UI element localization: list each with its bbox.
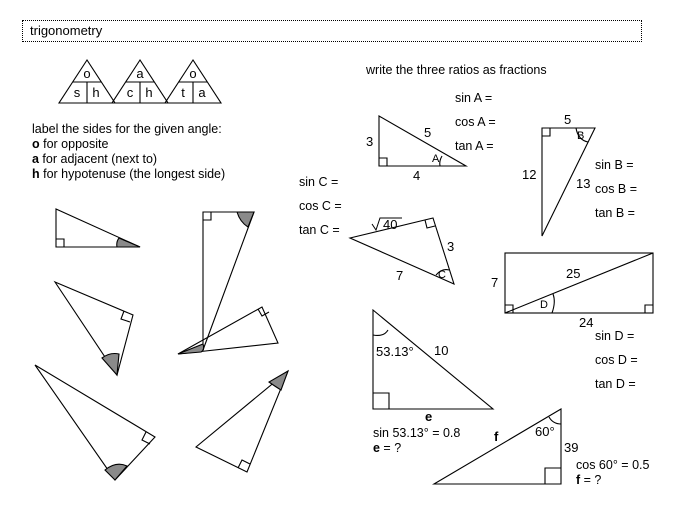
prompts-a [455,86,496,158]
instruction-text: for opposite [39,137,109,151]
angle-label: 60° [535,424,555,439]
label-left: 12 [522,167,537,182]
label-hyp: 13 [576,176,591,191]
instruction-key: o [32,137,40,151]
mnemonic-left: c [126,85,134,100]
mnemonic-right: a [198,85,206,100]
label-base: 4 [413,168,421,183]
mnemonic-left: s [73,85,81,100]
label-hyp: 5 [424,125,432,140]
mnemonic-toa [165,60,221,103]
prompt-cos-b: cos B = [595,182,638,196]
instruction-line [32,167,225,182]
label-vertical: 3 [366,134,374,149]
prompt-tan-d: tan D = [595,377,636,391]
practice-triangle-5 [35,365,155,480]
practice-triangle-2 [203,212,254,350]
practice-triangle-3 [55,282,133,375]
instructions [32,122,225,182]
find-e-rest: = ? [379,441,402,455]
label-bottom: 24 [579,315,594,330]
mnemonic-right: h [92,85,100,100]
prompt-tan-a: tan A = [455,139,494,153]
prompt-cos-c: cos C = [299,199,342,213]
label-hyp: f [494,429,499,444]
angle-a: A [432,153,440,165]
mnemonic-top: a [136,66,144,81]
mnemonic-left: t [181,85,185,100]
angle-label: 53.13° [376,344,414,359]
instruction-key: a [32,152,39,166]
instruction-line [32,152,225,167]
label-top: 5 [564,112,572,127]
prompt-sin-c: sin C = [299,175,339,189]
label-base: e [425,409,433,424]
label-bottom: 7 [396,268,404,283]
ratios-title: write the three ratios as fractions [366,63,547,77]
given-e-equation: sin 53.13° = 0.8 [373,426,461,440]
find-e [373,441,460,456]
find-e-var: e [373,441,380,455]
mnemonic-soh [59,60,115,103]
prompts-b [595,153,637,225]
instruction-key: h [32,167,40,181]
instruction-text: for hypotenuse (the longest side) [39,167,226,181]
find-f-var: f [576,473,581,487]
practice-triangle-4 [178,307,278,354]
triangle-c [350,217,454,284]
page-title: trigonometry [30,23,103,38]
mnemonic-cah [112,60,168,103]
prompt-sin-a: sin A = [455,91,493,105]
prompt-tan-b: tan B = [595,206,635,220]
label-left: 7 [491,275,499,290]
label-hyp: 10 [434,343,449,358]
label-root: 40 [383,217,398,232]
triangle-a [366,116,466,183]
angle-c: C [438,269,446,281]
given-e [373,426,460,456]
find-f [576,473,649,488]
mnemonic-top: o [83,66,91,81]
prompt-sin-b: sin B = [595,158,634,172]
practice-triangle-6 [196,371,288,472]
prompts-c [299,170,342,242]
mnemonic-top: o [189,66,197,81]
label-vertical: 39 [564,440,579,455]
prompt-tan-c: tan C = [299,223,340,237]
find-f-rest: = ? [580,473,602,487]
prompt-cos-a: cos A = [455,115,496,129]
given-f [576,458,649,488]
angle-b: B [577,130,585,142]
instruction-line [32,137,225,152]
instruction-text: for adjacent (next to) [38,152,158,166]
given-f-equation: cos 60° = 0.5 [576,458,650,472]
practice-triangle-1 [56,209,140,247]
angle-d: D [540,299,548,311]
triangle-e [373,310,493,424]
mnemonic-right: h [145,85,153,100]
rectangle-d [491,253,653,330]
label-diag: 25 [566,266,581,281]
prompts-d [595,324,638,396]
prompt-sin-d: sin D = [595,329,635,343]
label-right: 3 [447,239,455,254]
triangle-b [522,112,595,236]
prompt-cos-d: cos D = [595,353,638,367]
instructions-heading: label the sides for the given angle: [32,122,222,136]
